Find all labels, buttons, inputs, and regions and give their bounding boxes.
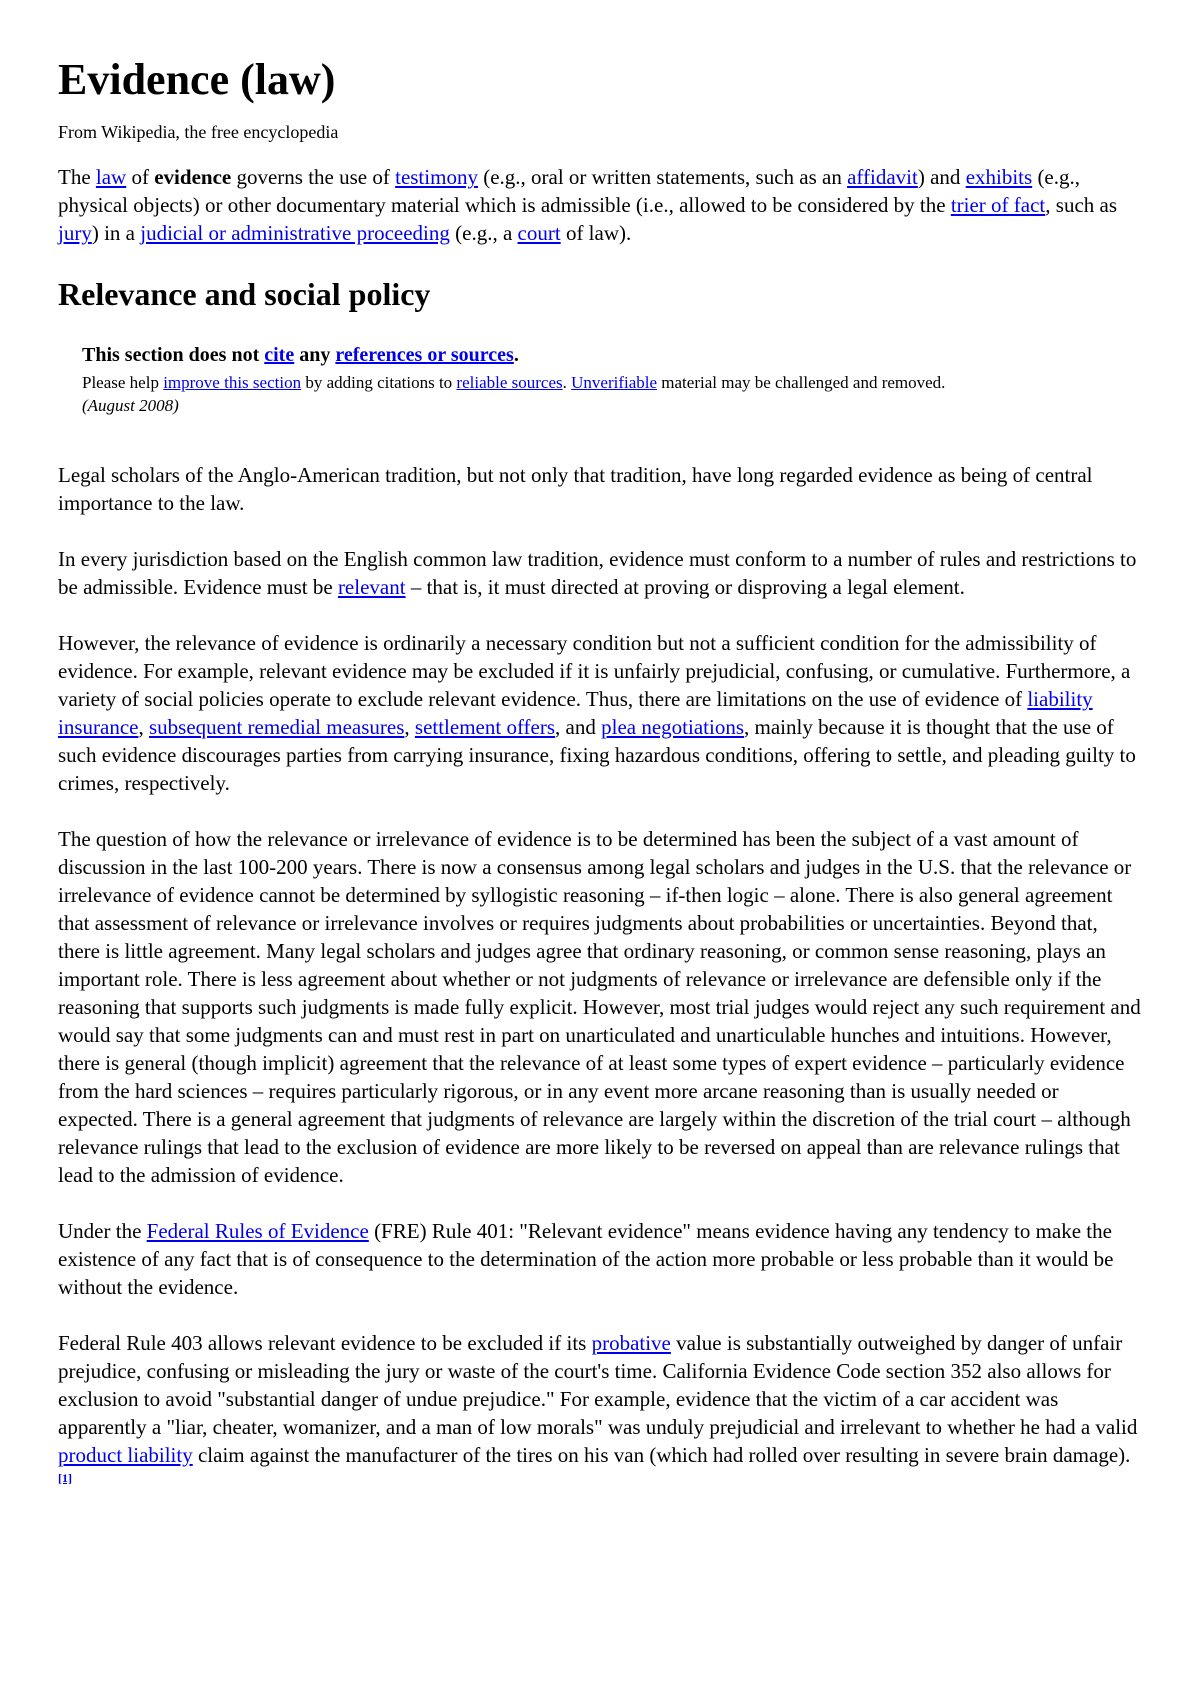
- unreferenced-notice: [82, 344, 1142, 417]
- link-remedial-measures[interactable]: subsequent remedial measures: [148, 714, 405, 739]
- link-product-liability[interactable]: product liability: [58, 1442, 193, 1467]
- link-cite[interactable]: cite: [264, 343, 295, 366]
- link-improve-section[interactable]: improve this section: [163, 372, 302, 392]
- tagline: From Wikipedia, the free encyclopedia: [58, 122, 339, 143]
- text: In every jurisdiction based on the English common law tradition, evidence must conform to a number of rules and restrictions to be admissible. Evidence must be: [58, 546, 1137, 599]
- text: by adding citations to: [301, 372, 457, 392]
- paragraph-3: [58, 629, 1142, 797]
- link-settlement-offers[interactable]: settlement offers: [414, 714, 556, 739]
- paragraph-1: Legal scholars of the Anglo-American tradition, but not only that tradition, have long regarded evidence as being of central importance to the law.: [58, 462, 1093, 515]
- text: Federal Rule 403 allows relevant evidence to be excluded if its: [58, 1330, 592, 1355]
- text: material may be challenged and removed.: [657, 372, 946, 392]
- link-judicial-proceeding[interactable]: judicial or administrative proceeding: [140, 221, 450, 246]
- link-probative[interactable]: probative: [591, 1330, 671, 1355]
- text: value is substantially outweighed by danger of unfair prejudice, confusing or misleading the jury or waste of the court's time. California Evidence Code section 352 also allows for exclusion to avoid "substantial danger of undue prejudice." For example, evidence that the victim of a car accident was apparently a "liar, cheater, womanizer, and a man of low morals" was unduly prejudicial and irrelevant to whether he had a valid: [58, 1330, 1138, 1439]
- notice-title: [82, 344, 1142, 367]
- link-plea-negotiations[interactable]: plea negotiations: [601, 714, 745, 739]
- text: Under the: [58, 1218, 147, 1243]
- reference-superscript: [58, 1471, 72, 1485]
- text: ,: [404, 714, 415, 739]
- text: .: [562, 372, 572, 392]
- text: , mainly because it is thought that the use of such evidence discourages parties from carrying insurance, fixing hazardous conditions, offering to settle, and pleading guilty to crimes, respectively.: [58, 714, 1136, 795]
- paragraph-4: The question of how the relevance or irrelevance of evidence is to be determined has been the subject of a vast amount of discussion in the last 100-200 years. There is now a consensus among legal scholars and judges in the U.S. that the relevance or irrelevance of evidence cannot be determined by syllogistic reasoning – if-then logic – alone. There is also general agreement that assessment of relevance or irrelevance involves or requires judgments about probabilities or uncertainties. Beyond that, there is little agreement. Many legal scholars and judges agree that ordinary reasoning, or common sense reasoning, plays an important role. There is less agreement about whether or not judgments of relevance or irrelevance are defensible only if the reasoning that supports such judgments is made fully explicit. However, most trial judges would reject any such requirement and would say that some judgments can and must rest in part on unarticulated and unarticulable hunches and intuitions. However, there is general (though implicit) agreement that the relevance of at least some types of expert evidence – particularly evidence from the hard sciences – requires particularly rigorous, or in any event more arcane reasoning than is usually needed or expected. There is a general agreement that judgments of relevance are largely within the discretion of the trial court – although relevance rulings that lead to the exclusion of evidence are more likely to be reversed on appeal than are relevance rulings that lead to the admission of evidence.: [58, 826, 1141, 1187]
- link-relevant[interactable]: relevant: [337, 574, 406, 599]
- notice-body: [82, 371, 1142, 417]
- text: of: [126, 165, 155, 190]
- notice-date: (August 2008): [82, 395, 179, 415]
- text: .: [513, 343, 519, 366]
- link-testimony[interactable]: testimony: [395, 165, 478, 190]
- paragraph-2: [58, 545, 1142, 601]
- intro-paragraph: [58, 163, 1142, 247]
- text: – that is, it must directed at proving or disproving a legal element.: [405, 574, 965, 599]
- text: claim against the manufacturer of the tires on his van (which had rolled over resulting in severe brain damage).: [192, 1442, 1131, 1467]
- text: Please help: [82, 372, 164, 392]
- text: ) in a: [91, 221, 141, 246]
- link-federal-rules[interactable]: Federal Rules of Evidence: [146, 1218, 369, 1243]
- link-law[interactable]: law: [95, 165, 127, 190]
- text: This section does not: [82, 343, 265, 366]
- link-exhibits[interactable]: exhibits: [965, 165, 1033, 190]
- link-trier-of-fact[interactable]: trier of fact: [950, 193, 1046, 218]
- link-reliable-sources[interactable]: reliable sources: [456, 372, 563, 392]
- bold-evidence: evidence: [154, 165, 232, 190]
- link-liability-insurance[interactable]: liability insurance: [58, 686, 1093, 739]
- text: ) and: [917, 165, 966, 190]
- text: (e.g., physical objects) or other documentary material which is admissible (i.e., allowed to be considered by the: [58, 165, 1081, 218]
- paragraph-6: [58, 1329, 1142, 1497]
- text: The: [58, 165, 96, 190]
- reference-link-1[interactable]: [1]: [58, 1470, 72, 1485]
- link-affidavit[interactable]: affidavit: [847, 165, 918, 190]
- text: , and: [555, 714, 602, 739]
- text: ,: [138, 714, 149, 739]
- link-unverifiable[interactable]: Unverifiable: [571, 372, 658, 392]
- page-title: Evidence (law): [58, 55, 336, 104]
- text: governs the use of: [231, 165, 396, 190]
- text: (FRE) Rule 401: "Relevant evidence" means evidence having any tendency to make the existence of any fact that is of consequence to the determination of the action more probable or less probable than it would be without the evidence.: [58, 1218, 1114, 1299]
- section-heading: Relevance and social policy: [58, 276, 431, 313]
- text: (e.g., a: [449, 221, 518, 246]
- link-jury[interactable]: jury: [58, 221, 92, 246]
- text: of law).: [560, 221, 632, 246]
- link-court[interactable]: court: [517, 221, 561, 246]
- text: (e.g., oral or written statements, such as an: [477, 165, 848, 190]
- link-references[interactable]: references or sources: [335, 343, 514, 366]
- paragraph-5: [58, 1217, 1142, 1301]
- text: However, the relevance of evidence is ordinarily a necessary condition but not a sufficient condition for the admissibility of evidence. For example, relevant evidence may be excluded if it is unfairly prejudicial, confusing, or cumulative. Furthermore, a variety of social policies operate to exclude relevant evidence. Thus, there are limitations on the use of evidence of: [58, 630, 1131, 711]
- text: any: [294, 343, 336, 366]
- text: , such as: [1045, 193, 1118, 218]
